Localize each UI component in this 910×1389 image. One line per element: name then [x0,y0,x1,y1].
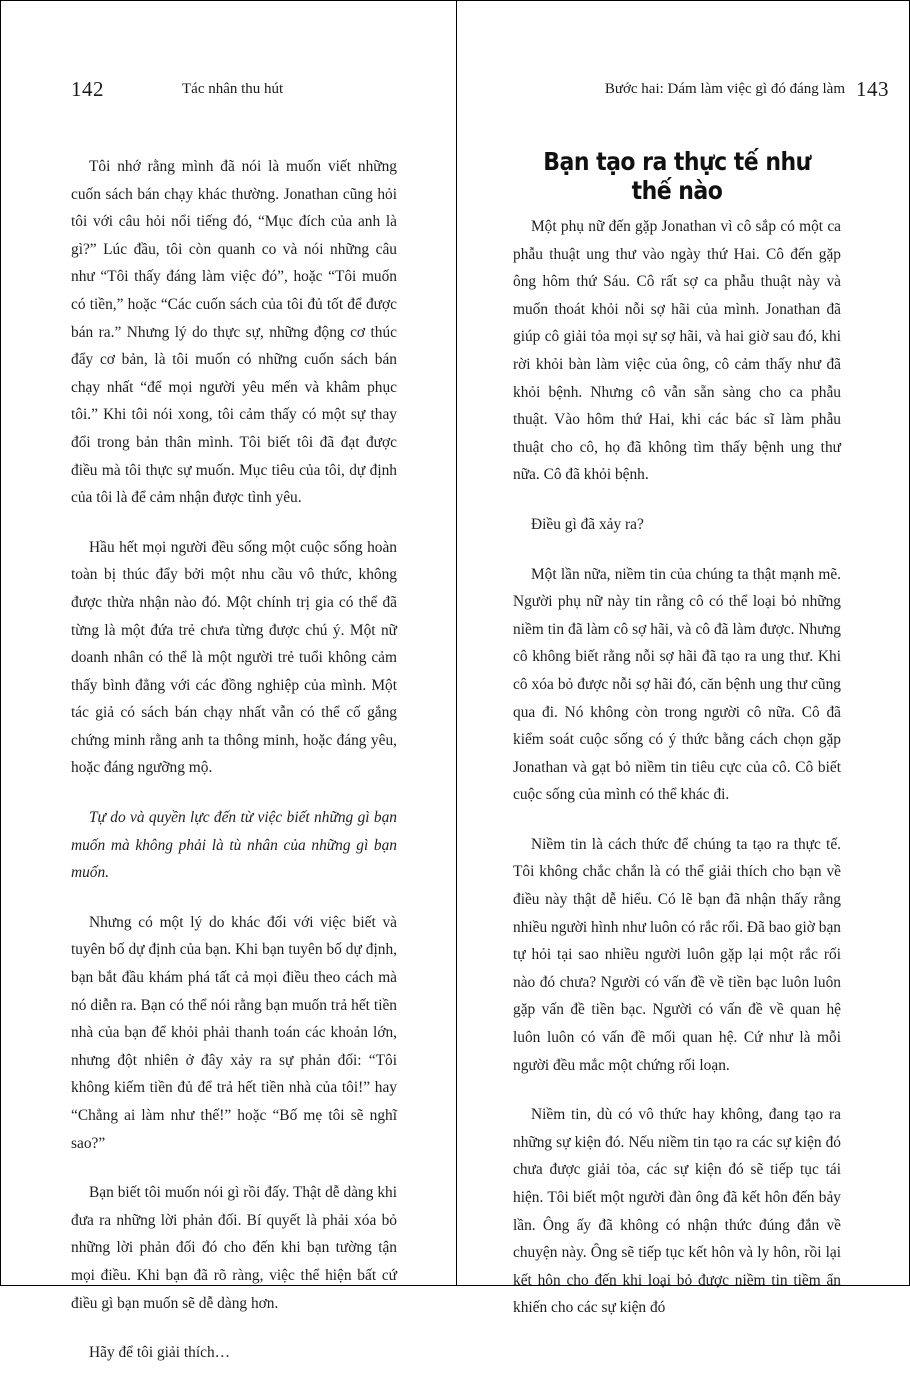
paragraph: Hầu hết mọi người đều sống một cuộc sống hoàn toàn bị thúc đẩy bởi một nhu cầu vô thức, không được thừa nhận nào đó. Một chính trị gia có thể đã từng là một đứa trẻ chưa từng được chú ý. Một nữ doanh nhân có thể là một người trẻ tuổi không cảm thấy bình đẳng với các đồng nghiệp của mình. Một tác giả có sách bán chạy nhất vẫn có thể cố gắng chứng minh rằng anh ta thông minh, hoặc đáng yêu, hoặc đáng ngưỡng mộ. [71,538,397,777]
paragraph: Niềm tin là cách thức để chúng ta tạo ra thực tế. Tôi không chắc chắn là có thể giải thích cho bạn về điều này thật dễ hiểu. Có lẽ bạn đã nhận thấy rằng nhiều người hình như luôn có rắc rối. Đã bao giờ bạn tự hỏi tại sao nhiều người luôn gặp lại một rắc rối nào đó chưa? Người có vấn đề về tiền bạc luôn luôn gặp vấn đề tiền bạc. Người có vấn đề về quan hệ luôn luôn có vấn đề mối quan hệ. Cứ như là mỗi người đều mắc một chứng rối loạn. [513,835,841,1074]
page-number-left: 142 [71,77,104,101]
paragraph: Niềm tin, dù có vô thức hay không, đang tạo ra những sự kiện đó. Nếu niềm tin tạo ra các sự kiện đó chưa được giải tỏa, các sự kiện đó sẽ tiếp tục tái hiện. Tôi biết một người đàn ông đã kết hôn đến bảy lần. Ông ấy đã không có nhận thức đúng đắn về chuyện này. Ông sẽ tiếp tục kết hôn và ly hôn, rồi lại kết hôn cho đến khi loại bỏ được niềm tin tiềm ẩn khiến cho các sự kiện đó [513,1106,841,1317]
paragraph: Một lần nữa, niềm tin của chúng ta thật mạnh mẽ. Người phụ nữ này tin rằng cô có thể loại bỏ những niềm tin đã làm cô sợ hãi, và cô đã làm được. Nhưng cô không biết rằng nỗi sợ hãi đã tạo ra ung thư. Khi cô xóa bỏ được nỗi sợ hãi đó, căn bệnh ung thư cũng qua đi. Nó không còn trong người cô nữa. Cô đã kiểm soát cuộc sống có ý thức bằng cách chọn gặp Jonathan và gạt bỏ niềm tin tiêu cực của cô. Cô biết cuộc sống của mình có thể khác đi. [513,565,841,804]
running-title-left: Tác nhân thu hút [182,81,284,97]
running-title-right: Bước hai: Dám làm việc gì đó đáng làm [604,81,845,97]
paragraph: Bạn biết tôi muốn nói gì rồi đấy. Thật dễ dàng khi đưa ra những lời phản đối. Bí quyết là phải xóa bỏ những lời phản đối đó cho đến khi bạn tường tận mọi điều. Khi bạn đã rõ ràng, việc thể hiện bất cứ điều gì bạn muốn sẽ dễ dàng hơn. [71,1184,397,1312]
paragraph: Điều gì đã xảy ra? [531,515,644,533]
paragraph: Hãy để tôi giải thích… [89,1344,231,1362]
page-number-right: 143 [856,77,889,101]
left-body-text [71,153,397,1389]
section-title: Bạn tạo ra thực tế như thế nào [543,147,811,205]
paragraph: Một phụ nữ đến gặp Jonathan vì cô sắp có một ca phẫu thuật ung thư vào ngày thứ Hai. Cô đến gặp ông hôm thứ Sáu. Cô rất sợ ca phẫu thuật này và muốn thoát khỏi nỗi sợ hãi của mình. Jonathan đã giúp cô giải tỏa mọi sự sợ hãi, và hai giờ sau đó, khi rời khỏi bàn làm việc của ông, cô cảm thấy như đã khỏi bệnh. Nhưng cô vẫn sẵn sàng cho ca phẫu thuật. Vào hôm thứ Hai, khi các bác sĩ làm phẫu thuật cho cô, họ đã không tìm thấy bệnh ung thư nữa. Cô đã khỏi bệnh. [513,218,841,484]
paragraph: Tôi nhớ rằng mình đã nói là muốn viết những cuốn sách bán chạy khác thường. Jonathan cũng hỏi tôi với câu hỏi nổi tiếng đó, “Mục đích của anh là gì?” Lúc đầu, tôi còn quanh co và nói những câu như “Tôi thấy đáng làm việc đó”, hoặc “Tôi muốn có tiền,” hoặc “Các cuốn sách của tôi đủ tốt để được bán ra.” Nhưng lý do thực sự, những động cơ thúc đẩy cơ bản, là tôi muốn có những cuốn sách bán chạy nhất “để mọi người yêu mến và khâm phục tôi.” Khi tôi nói xong, tôi cảm thấy có một sự thay đổi trong bản thân mình. Tôi biết tôi đã đạt được điều mà tôi thực sự muốn. Mục tiêu của tôi, dự định của tôi là để cảm nhận được tình yêu. [71,158,397,507]
paragraph: Nhưng có một lý do khác đối với việc biết và tuyên bố dự định của bạn. Khi bạn tuyên bố dự định, bạn bắt đầu khám phá tất cả mọi điều theo cách mà nó diễn ra. Bạn có thể nói rằng bạn muốn trả hết tiền nhà của bạn để khỏi phải thanh toán các khoản lớn, nhưng đột nhiên ở đây xảy ra sự phản đối: “Tôi không kiếm tiền đủ để trả hết tiền nhà của tôi!” hay “Chẳng ai làm như thế!” hoặc “Bố mẹ tôi sẽ nghĩ sao?” [71,913,397,1152]
right-body-text [513,213,841,1344]
italic-quote-paragraph: Tự do và quyền lực đến từ việc biết những gì bạn muốn mà không phải là tù nhân của những gì bạn muốn. [71,809,397,882]
right-page [457,1,909,1317]
left-page [1,1,456,1362]
